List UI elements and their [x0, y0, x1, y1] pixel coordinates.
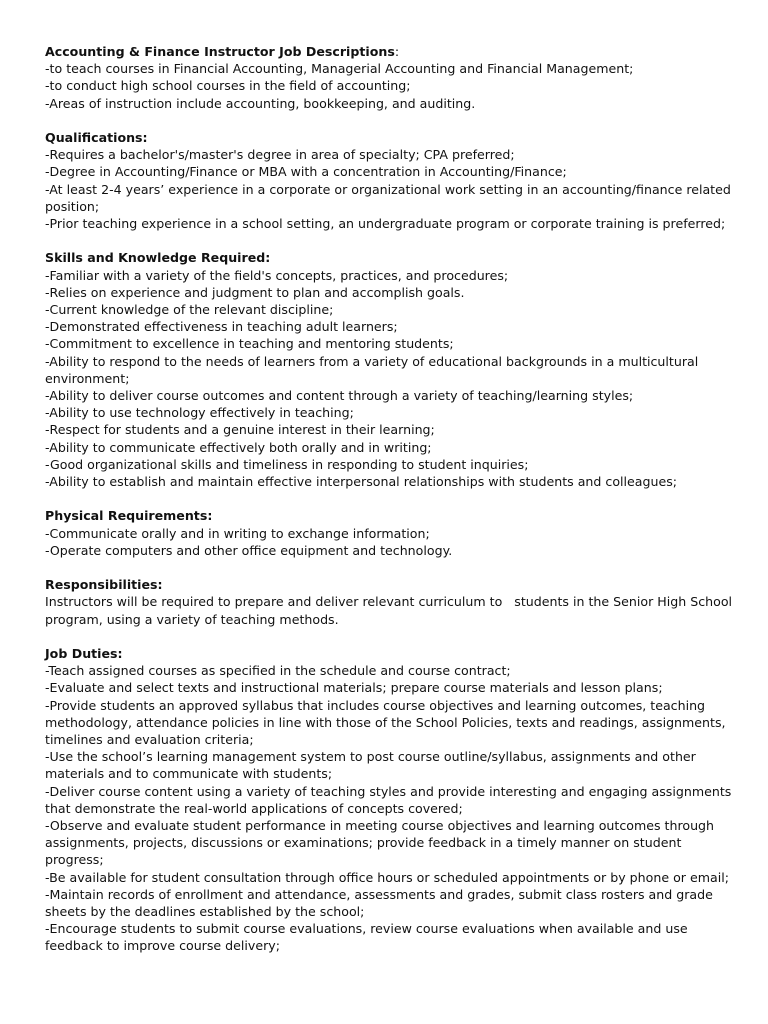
list-item: -Areas of instruction include accounting, bookkeeping, and auditing. [45, 95, 476, 111]
list-item: -Respect for students and a genuine interest in their learning; [45, 422, 435, 438]
list-item: -Be available for student consultation through office hours or scheduled appointments or by phone or email; [45, 869, 729, 885]
section-job-description [45, 43, 735, 112]
list-item: -At least 2-4 years’ experience in a corporate or organizational work setting in an accounting/finance related position; [45, 181, 731, 214]
document-title: Accounting & Finance Instructor Job Descriptions [45, 44, 395, 59]
list-item: -Ability to establish and maintain effective interpersonal relationships with students and colleagues; [45, 474, 678, 490]
list-item: -Ability to use technology effectively in teaching; [45, 405, 354, 421]
paragraph: Instructors will be required to prepare and deliver relevant curriculum to students in the Senior High School program, using a variety of teaching methods. [45, 594, 737, 627]
section-heading: Qualifications: [45, 130, 148, 145]
list-item: -Deliver course content using a variety of teaching styles and provide interesting and engaging assignments that demonstrate the real-world applications of concepts covered; [45, 783, 732, 816]
section-heading: Physical Requirements: [45, 508, 213, 524]
list-item: -Good organizational skills and timeliness in responding to student inquiries; [45, 456, 529, 472]
list-item: -Relies on experience and judgment to plan and accomplish goals. [45, 284, 465, 300]
section-heading: Job Duties: [45, 646, 123, 662]
section-heading-line [45, 43, 735, 60]
section-job-duties [45, 645, 735, 955]
section-physical-requirements [45, 507, 735, 559]
list-item: -Use the school’s learning management system to post course outline/syllabus, assignments and other materials and to communicate with students; [45, 749, 696, 782]
list-item: -Ability to respond to the needs of learners from a variety of educational backgrounds in a multicultural environment; [45, 353, 699, 386]
title-colon: : [394, 44, 400, 59]
list-item: -Communicate orally and in writing to exchange information; [45, 525, 430, 541]
document-page [45, 43, 735, 972]
list-item: -Requires a bachelor's/master's degree in area of specialty; CPA preferred; [45, 147, 515, 163]
list-item: -Prior teaching experience in a school setting, an undergraduate program or corporate training is preferred; [45, 216, 726, 232]
list-item: -Teach assigned courses as specified in the schedule and course contract; [45, 663, 511, 679]
section-skills-knowledge [45, 249, 735, 490]
list-item: -Familiar with a variety of the field's concepts, practices, and procedures; [45, 267, 509, 283]
section-heading: Responsibilities: [45, 577, 163, 593]
list-item: -to conduct high school courses in the field of accounting; [45, 78, 411, 94]
section-qualifications [45, 129, 735, 232]
list-item: -Provide students an approved syllabus that includes course objectives and learning outcomes, teaching methodology, attendance policies in line with those of the School Policies, texts and readings, assignments, timelines and evaluation criteria; [45, 697, 726, 748]
list-item: -Current knowledge of the relevant discipline; [45, 302, 334, 318]
list-item: -Encourage students to submit course evaluations, review course evaluations when available and use feedback to improve course delivery; [45, 921, 688, 954]
section-responsibilities [45, 576, 735, 628]
list-item: -Operate computers and other office equipment and technology. [45, 542, 453, 558]
list-item: -Demonstrated effectiveness in teaching adult learners; [45, 319, 398, 335]
section-heading: Skills and Knowledge Required: [45, 250, 271, 266]
list-item: -Degree in Accounting/Finance or MBA with a concentration in Accounting/Finance; [45, 164, 567, 180]
list-item: -Ability to communicate effectively both orally and in writing; [45, 439, 432, 455]
list-item: -Observe and evaluate student performance in meeting course objectives and learning outcomes through assignments, projects, discussions or examinations; provide feedback in a timely manner on student progress; [45, 818, 715, 868]
list-item: -to teach courses in Financial Accounting, Managerial Accounting and Financial Management; [45, 61, 634, 77]
list-item: -Ability to deliver course outcomes and content through a variety of teaching/learning styles; [45, 388, 634, 404]
list-item: -Maintain records of enrollment and attendance, assessments and grades, submit class rosters and grade sheets by the deadlines established by the school; [45, 886, 713, 920]
list-item: -Evaluate and select texts and instructional materials; prepare course materials and lesson plans; [45, 680, 663, 696]
list-item: -Commitment to excellence in teaching and mentoring students; [45, 336, 454, 352]
